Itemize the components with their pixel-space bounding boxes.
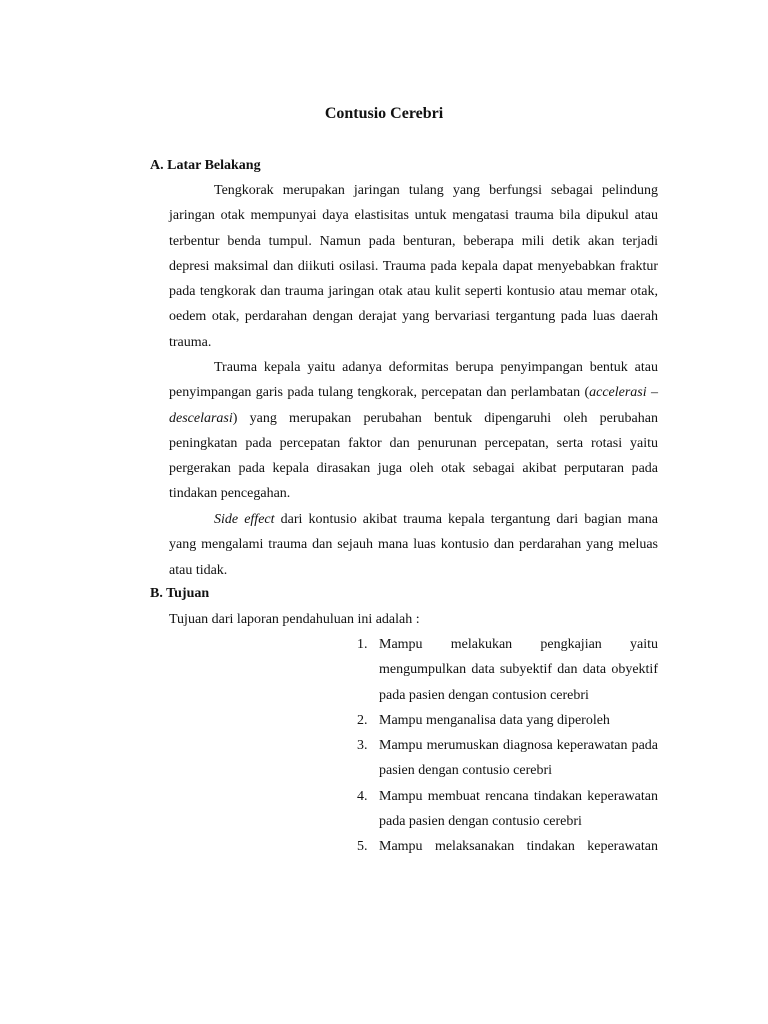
paragraph-2-text-start: Trauma kepala yaitu adanya deformitas berupa penyimpangan bentuk atau penyimpangan garis pada tulang tengkorak, percepatan dan perlambatan ( [169,360,658,401]
section-b-intro: Tujuan dari laporan pendahuluan ini adalah : [169,612,420,627]
list-item-text: Mampu merumuskan diagnosa keperawatan pada pasien dengan contusio cerebri [379,738,658,779]
section-a-paragraph-3 [169,507,658,583]
list-item [350,834,658,859]
section-a-heading: A. Latar Belakang [150,158,261,173]
section-a-paragraph-1: Tengkorak merupakan jaringan tulang yang berfungsi sebagai pelindung jaringan otak mempunyai daya elastisitas untuk mengatasi trauma bila dipukul atau terbentur benda tumpul. Namun pada benturan, beberapa mili detik akan terjadi depresi maksimal dan diikuti osilasi. Trauma pada kepala dapat menyebabkan fraktur pada tengkorak dan trauma jaringan otak atau kulit seperti kontusio atau memar otak, oedem otak, perdarahan dengan derajat yang bervariasi tergantung pada luas daerah trauma. [169,183,658,350]
document-title: Contusio Cerebri [324,105,444,122]
paragraph-3-text: dari kontusio akibat trauma kepala tergantung dari bagian mana yang mengalami trauma dan sejauh mana luas kontusio dan perdarahan yang meluas atau tidak. [169,512,658,578]
paragraph-2-text-end: ) yang merupakan perubahan bentuk dipengaruhi oleh perubahan peningkatan pada percepatan faktor dan penurunan percepatan, serta rotasi yaitu pergerakan pada kepala dirasakan juga oleh otak sebagai akibat perputaran pada tindakan pencegahan. [169,410,658,502]
list-item-text: Mampu membuat rencana tindakan keperawatan pada pasien dengan contusio cerebri [379,788,658,830]
list-item-text: Mampu menganalisa data yang diperoleh [379,712,610,728]
list-item [350,632,658,708]
list-item-text: Mampu melaksanakan tindakan keperawatan [379,839,658,855]
list-item-text: Mampu melakukan pengkajian yaitu mengumpulkan data subyektif dan data obyektif pada pasien dengan contusion cerebri [379,637,658,703]
objectives-list [350,632,658,860]
section-a-paragraph-2 [169,355,658,507]
list-item [350,784,658,835]
list-item-number: 4. [357,788,368,804]
paragraph-2-italic-term: accelerasi – descelarasi [169,385,659,426]
list-item-number: 5. [357,839,368,855]
list-item-number: 2. [357,712,368,728]
section-b-heading: B. Tujuan [150,586,210,601]
paragraph-3-italic-term: Side effect [214,512,275,527]
list-item-number: 1. [357,637,368,652]
list-item [350,708,658,733]
list-item-number: 3. [357,738,368,754]
list-item [350,733,658,784]
